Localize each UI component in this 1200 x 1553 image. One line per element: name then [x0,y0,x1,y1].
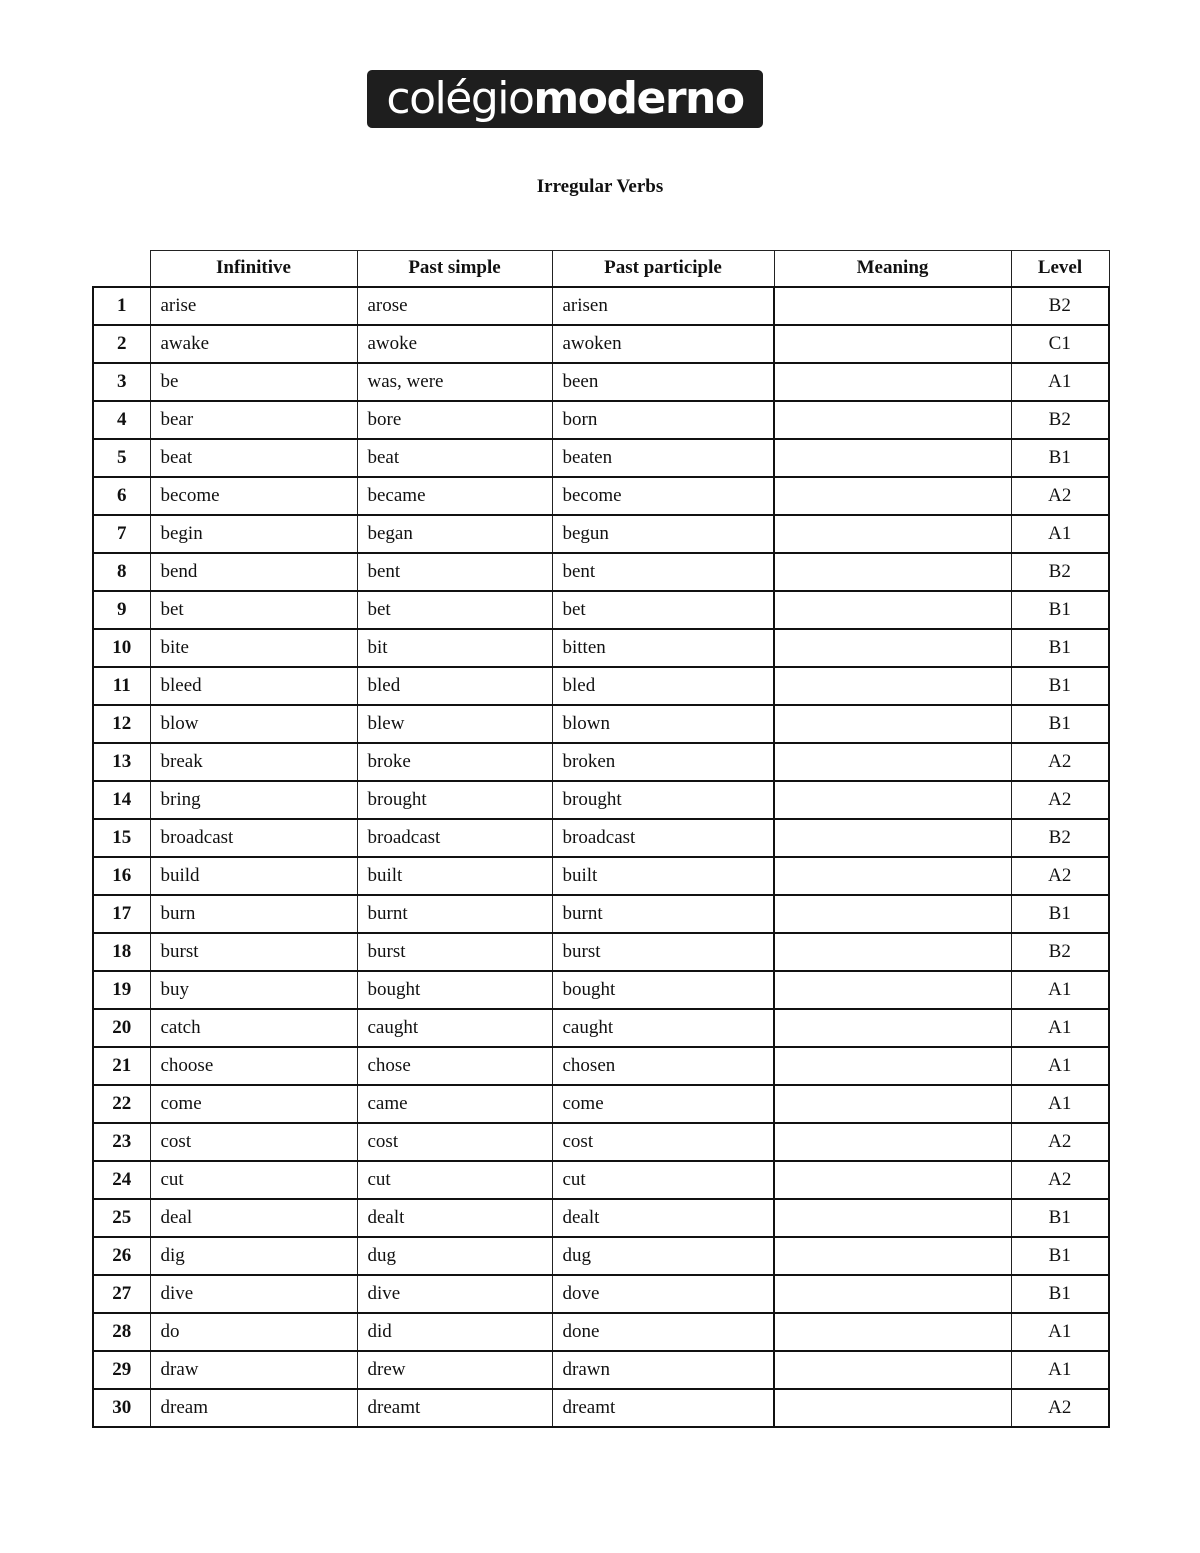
row-number: 1 [93,287,150,325]
past-participle-cell: bought [552,971,774,1009]
level-cell: A1 [1011,515,1109,553]
past-participle-cell: born [552,401,774,439]
past-simple-cell: became [357,477,552,515]
level-cell: B1 [1011,705,1109,743]
row-number: 11 [93,667,150,705]
header-blank-cell [93,251,150,287]
past-participle-cell: bet [552,591,774,629]
meaning-cell[interactable] [774,1351,1011,1389]
meaning-cell[interactable] [774,1123,1011,1161]
past-simple-cell: arose [357,287,552,325]
level-cell: A1 [1011,971,1109,1009]
table-row [93,667,1109,705]
row-number: 8 [93,553,150,591]
table-row [93,1199,1109,1237]
level-cell: B1 [1011,1275,1109,1313]
meaning-cell[interactable] [774,1047,1011,1085]
table-row [93,1123,1109,1161]
meaning-cell[interactable] [774,591,1011,629]
infinitive-cell: become [150,477,357,515]
logo-text [386,73,744,124]
row-number: 25 [93,1199,150,1237]
table-row [93,1085,1109,1123]
meaning-cell[interactable] [774,857,1011,895]
past-participle-cell: dreamt [552,1389,774,1427]
table-row [93,1313,1109,1351]
row-number: 7 [93,515,150,553]
table-row [93,1009,1109,1047]
past-simple-cell: built [357,857,552,895]
past-simple-cell: dug [357,1237,552,1275]
infinitive-cell: burn [150,895,357,933]
infinitive-cell: build [150,857,357,895]
level-cell: B1 [1011,439,1109,477]
past-participle-cell: bitten [552,629,774,667]
infinitive-cell: buy [150,971,357,1009]
level-cell: A2 [1011,477,1109,515]
logo-text-light: colégio [386,73,534,124]
infinitive-cell: catch [150,1009,357,1047]
past-simple-cell: cost [357,1123,552,1161]
table-row [93,325,1109,363]
infinitive-cell: dig [150,1237,357,1275]
row-number: 19 [93,971,150,1009]
past-simple-cell: dreamt [357,1389,552,1427]
table-row [93,895,1109,933]
meaning-cell[interactable] [774,553,1011,591]
table-row [93,591,1109,629]
past-participle-cell: broken [552,743,774,781]
meaning-cell[interactable] [774,629,1011,667]
level-cell: B1 [1011,591,1109,629]
table-row [93,1389,1109,1427]
row-number: 14 [93,781,150,819]
infinitive-cell: begin [150,515,357,553]
level-cell: B1 [1011,1199,1109,1237]
infinitive-cell: do [150,1313,357,1351]
infinitive-cell: broadcast [150,819,357,857]
row-number: 3 [93,363,150,401]
row-number: 6 [93,477,150,515]
table-row [93,971,1109,1009]
infinitive-cell: blow [150,705,357,743]
level-cell: B2 [1011,287,1109,325]
past-participle-cell: come [552,1085,774,1123]
meaning-cell[interactable] [774,439,1011,477]
table-row [93,933,1109,971]
table-row [93,401,1109,439]
past-participle-cell: bent [552,553,774,591]
past-participle-cell: begun [552,515,774,553]
past-simple-cell: dive [357,1275,552,1313]
table-row [93,819,1109,857]
past-participle-cell: dealt [552,1199,774,1237]
school-logo [367,70,763,128]
past-simple-cell: chose [357,1047,552,1085]
past-participle-cell: become [552,477,774,515]
meaning-cell[interactable] [774,325,1011,363]
past-simple-cell: burnt [357,895,552,933]
page-title: Irregular Verbs [536,176,664,197]
table-row [93,781,1109,819]
level-cell: A1 [1011,363,1109,401]
meaning-cell[interactable] [774,1313,1011,1351]
table-row [93,515,1109,553]
infinitive-cell: be [150,363,357,401]
table-body [93,287,1109,1427]
infinitive-cell: bring [150,781,357,819]
past-participle-cell: beaten [552,439,774,477]
meaning-cell[interactable] [774,1199,1011,1237]
past-participle-cell: cost [552,1123,774,1161]
meaning-cell[interactable] [774,401,1011,439]
infinitive-cell: deal [150,1199,357,1237]
past-simple-cell: bit [357,629,552,667]
level-cell: A1 [1011,1085,1109,1123]
past-simple-cell: was, were [357,363,552,401]
level-cell: B2 [1011,553,1109,591]
table-row [93,743,1109,781]
row-number: 20 [93,1009,150,1047]
past-participle-cell: caught [552,1009,774,1047]
header-level: Level [1011,251,1109,287]
past-simple-cell: broadcast [357,819,552,857]
row-number: 22 [93,1085,150,1123]
meaning-cell[interactable] [774,933,1011,971]
level-cell: A1 [1011,1313,1109,1351]
meaning-cell[interactable] [774,477,1011,515]
table-row [93,1275,1109,1313]
row-number: 5 [93,439,150,477]
table-row [93,439,1109,477]
meaning-cell[interactable] [774,1237,1011,1275]
row-number: 4 [93,401,150,439]
header-past-participle: Past participle [552,251,774,287]
table-row [93,857,1109,895]
past-simple-cell: did [357,1313,552,1351]
past-simple-cell: burst [357,933,552,971]
infinitive-cell: arise [150,287,357,325]
meaning-cell[interactable] [774,1161,1011,1199]
infinitive-cell: bear [150,401,357,439]
row-number: 15 [93,819,150,857]
past-participle-cell: cut [552,1161,774,1199]
level-cell: C1 [1011,325,1109,363]
past-simple-cell: bet [357,591,552,629]
row-number: 2 [93,325,150,363]
table-row [93,705,1109,743]
header-infinitive: Infinitive [150,251,357,287]
past-simple-cell: bore [357,401,552,439]
past-simple-cell: beat [357,439,552,477]
level-cell: A1 [1011,1009,1109,1047]
table-row [93,363,1109,401]
level-cell: A2 [1011,1123,1109,1161]
level-cell: A2 [1011,781,1109,819]
past-simple-cell: came [357,1085,552,1123]
level-cell: B1 [1011,1237,1109,1275]
table-row [93,287,1109,325]
row-number: 16 [93,857,150,895]
infinitive-cell: bleed [150,667,357,705]
level-cell: B2 [1011,401,1109,439]
infinitive-cell: beat [150,439,357,477]
row-number: 10 [93,629,150,667]
meaning-cell[interactable] [774,515,1011,553]
past-participle-cell: awoken [552,325,774,363]
past-participle-cell: drawn [552,1351,774,1389]
past-simple-cell: drew [357,1351,552,1389]
past-participle-cell: broadcast [552,819,774,857]
past-participle-cell: arisen [552,287,774,325]
table-row [93,1047,1109,1085]
past-simple-cell: bought [357,971,552,1009]
past-participle-cell: bled [552,667,774,705]
level-cell: A2 [1011,743,1109,781]
row-number: 24 [93,1161,150,1199]
infinitive-cell: awake [150,325,357,363]
past-simple-cell: broke [357,743,552,781]
past-participle-cell: burst [552,933,774,971]
past-participle-cell: been [552,363,774,401]
past-simple-cell: brought [357,781,552,819]
past-participle-cell: brought [552,781,774,819]
row-number: 27 [93,1275,150,1313]
past-simple-cell: caught [357,1009,552,1047]
table-row [93,1351,1109,1389]
irregular-verbs-table [92,250,1110,1428]
level-cell: B1 [1011,629,1109,667]
level-cell: B2 [1011,819,1109,857]
meaning-cell[interactable] [774,1009,1011,1047]
meaning-cell[interactable] [774,1275,1011,1313]
infinitive-cell: dream [150,1389,357,1427]
past-participle-cell: burnt [552,895,774,933]
past-simple-cell: bent [357,553,552,591]
meaning-cell[interactable] [774,743,1011,781]
infinitive-cell: cut [150,1161,357,1199]
infinitive-cell: choose [150,1047,357,1085]
infinitive-cell: burst [150,933,357,971]
logo-text-bold: moderno [533,73,744,124]
past-participle-cell: blown [552,705,774,743]
level-cell: A2 [1011,857,1109,895]
table-row [93,1237,1109,1275]
table-row [93,629,1109,667]
row-number: 26 [93,1237,150,1275]
meaning-cell[interactable] [774,819,1011,857]
row-number: 9 [93,591,150,629]
row-number: 23 [93,1123,150,1161]
infinitive-cell: cost [150,1123,357,1161]
level-cell: B2 [1011,933,1109,971]
past-simple-cell: began [357,515,552,553]
level-cell: A2 [1011,1161,1109,1199]
meaning-cell[interactable] [774,363,1011,401]
past-simple-cell: bled [357,667,552,705]
meaning-cell[interactable] [774,971,1011,1009]
header-past-simple: Past simple [357,251,552,287]
infinitive-cell: bet [150,591,357,629]
level-cell: B1 [1011,667,1109,705]
meaning-cell[interactable] [774,705,1011,743]
level-cell: A1 [1011,1351,1109,1389]
past-participle-cell: chosen [552,1047,774,1085]
table-row [93,477,1109,515]
infinitive-cell: draw [150,1351,357,1389]
meaning-cell[interactable] [774,1085,1011,1123]
past-participle-cell: dug [552,1237,774,1275]
infinitive-cell: come [150,1085,357,1123]
level-cell: B1 [1011,895,1109,933]
header-meaning: Meaning [774,251,1011,287]
infinitive-cell: bend [150,553,357,591]
table-header-row [93,251,1109,287]
infinitive-cell: break [150,743,357,781]
level-cell: A1 [1011,1047,1109,1085]
meaning-cell[interactable] [774,1389,1011,1427]
meaning-cell[interactable] [774,781,1011,819]
row-number: 18 [93,933,150,971]
past-simple-cell: dealt [357,1199,552,1237]
row-number: 17 [93,895,150,933]
meaning-cell[interactable] [774,667,1011,705]
level-cell: A2 [1011,1389,1109,1427]
table-row [93,553,1109,591]
past-simple-cell: cut [357,1161,552,1199]
meaning-cell[interactable] [774,895,1011,933]
meaning-cell[interactable] [774,287,1011,325]
table-row [93,1161,1109,1199]
row-number: 13 [93,743,150,781]
past-simple-cell: blew [357,705,552,743]
past-participle-cell: dove [552,1275,774,1313]
row-number: 29 [93,1351,150,1389]
row-number: 30 [93,1389,150,1427]
row-number: 21 [93,1047,150,1085]
past-participle-cell: built [552,857,774,895]
past-participle-cell: done [552,1313,774,1351]
past-simple-cell: awoke [357,325,552,363]
infinitive-cell: bite [150,629,357,667]
infinitive-cell: dive [150,1275,357,1313]
row-number: 12 [93,705,150,743]
row-number: 28 [93,1313,150,1351]
